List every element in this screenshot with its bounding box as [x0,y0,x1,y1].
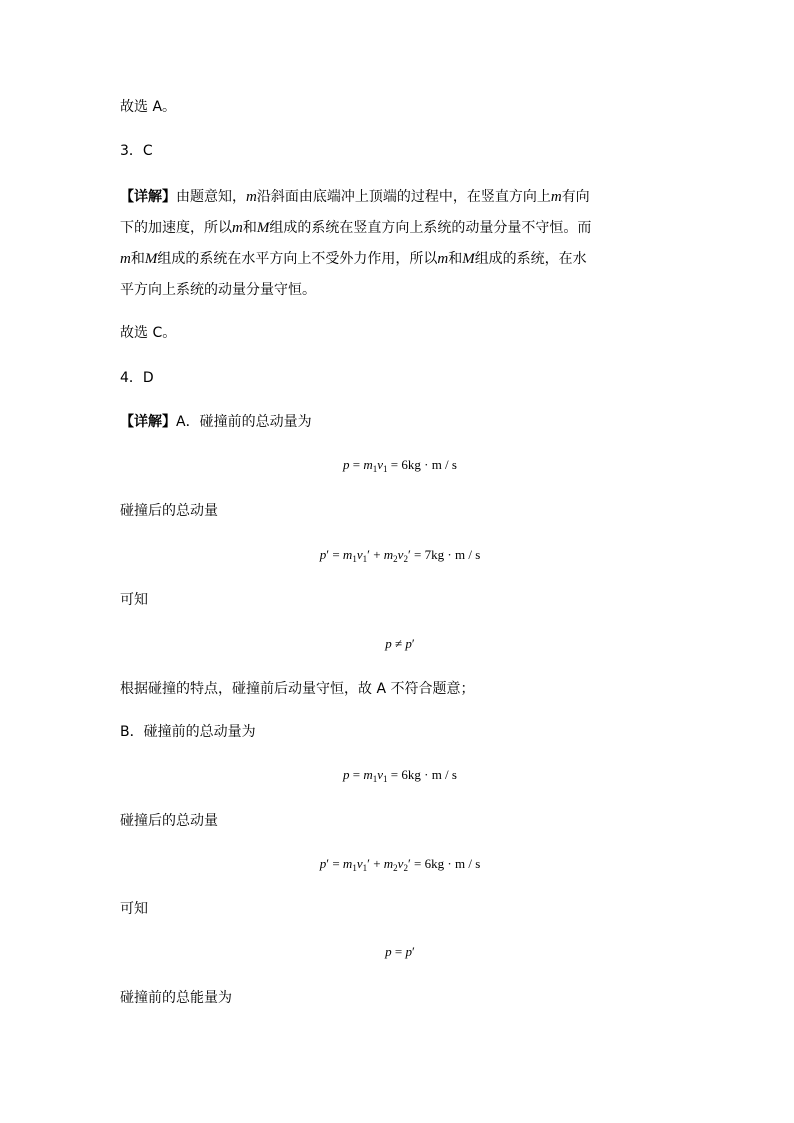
explanation-q3 [120,182,680,306]
text-seg: 沿斜面由底端冲上顶端的过程中，在竖直方向上 [256,189,551,205]
energy-before-label: 碰撞前的总能量为 [120,990,232,1006]
conclude-label-b: 可知 [120,901,148,917]
text-seg: 组成的系统在水平方向上不受外力作用，所以 [157,251,438,267]
symbol-M: M [144,251,158,267]
symbol-M: M [256,220,270,236]
text-seg: 和 [130,251,145,267]
text-seg: 由题意知， [176,189,246,205]
equation-4: $p = m_1v_1 = 6kg \cdot m / s$ [343,767,457,784]
symbol-m: m [246,189,257,205]
after-collision-label-a: 碰撞后的总动量 [120,503,218,519]
question-3-header: 3．C [120,143,153,159]
text-seg: 组成的系统，在水 [474,251,587,267]
conclude-label-a: 可知 [120,592,148,608]
eq2-rhs: 7kg · m / s [424,547,481,562]
text-seg: 下的加速度，所以 [120,220,232,236]
eq1-rhs: 6kg · m / s [401,457,457,472]
eq5-rhs: 6kg · m / s [424,856,481,871]
text-seg: 有向 [561,189,590,205]
explanation-tag: 【详解】 [120,414,176,430]
equation-2: $p' = m_1v_1' + m_2v_2' = 7kg \cdot m / s$ [319,547,481,564]
text-seg: 和 [448,251,463,267]
eq4-rhs: 6kg · m / s [401,767,457,782]
after-collision-label-b: 碰撞后的总动量 [120,813,218,829]
answer-line-a: 故选 A。 [120,99,177,115]
explanation-q4-a [120,412,312,432]
text-seg: 平方向上系统的动量分量守恒。 [120,282,316,298]
answer-line-c: 故选 C。 [120,325,177,341]
text-seg: 和 [242,220,257,236]
equation-6: p = p′ [385,944,415,959]
equation-1: $p = m_1v_1 = 6kg \cdot m / s$ [343,457,457,474]
option-b-line: B．碰撞前的总动量为 [120,724,256,740]
symbol-m: m [437,251,449,267]
text-seg: A．碰撞前的总动量为 [176,414,312,430]
text-seg: 组成的系统在竖直方向上系统的动量分量不守恒。而 [269,220,592,236]
symbol-m: m [232,220,243,236]
symbol-M: M [462,251,475,267]
symbol-m: m [120,251,131,267]
symbol-m: m [550,189,562,205]
conclusion-a: 根据碰撞的特点，碰撞前后动量守恒，故 A 不符合题意； [120,681,475,697]
equation-5: $p' = m_1v_1' + m_2v_2' = 6kg \cdot m / s$ [319,856,481,873]
equation-3: p ≠ p′ [385,636,415,651]
question-4-header: 4．D [120,370,154,386]
explanation-tag: 【详解】 [120,189,176,205]
